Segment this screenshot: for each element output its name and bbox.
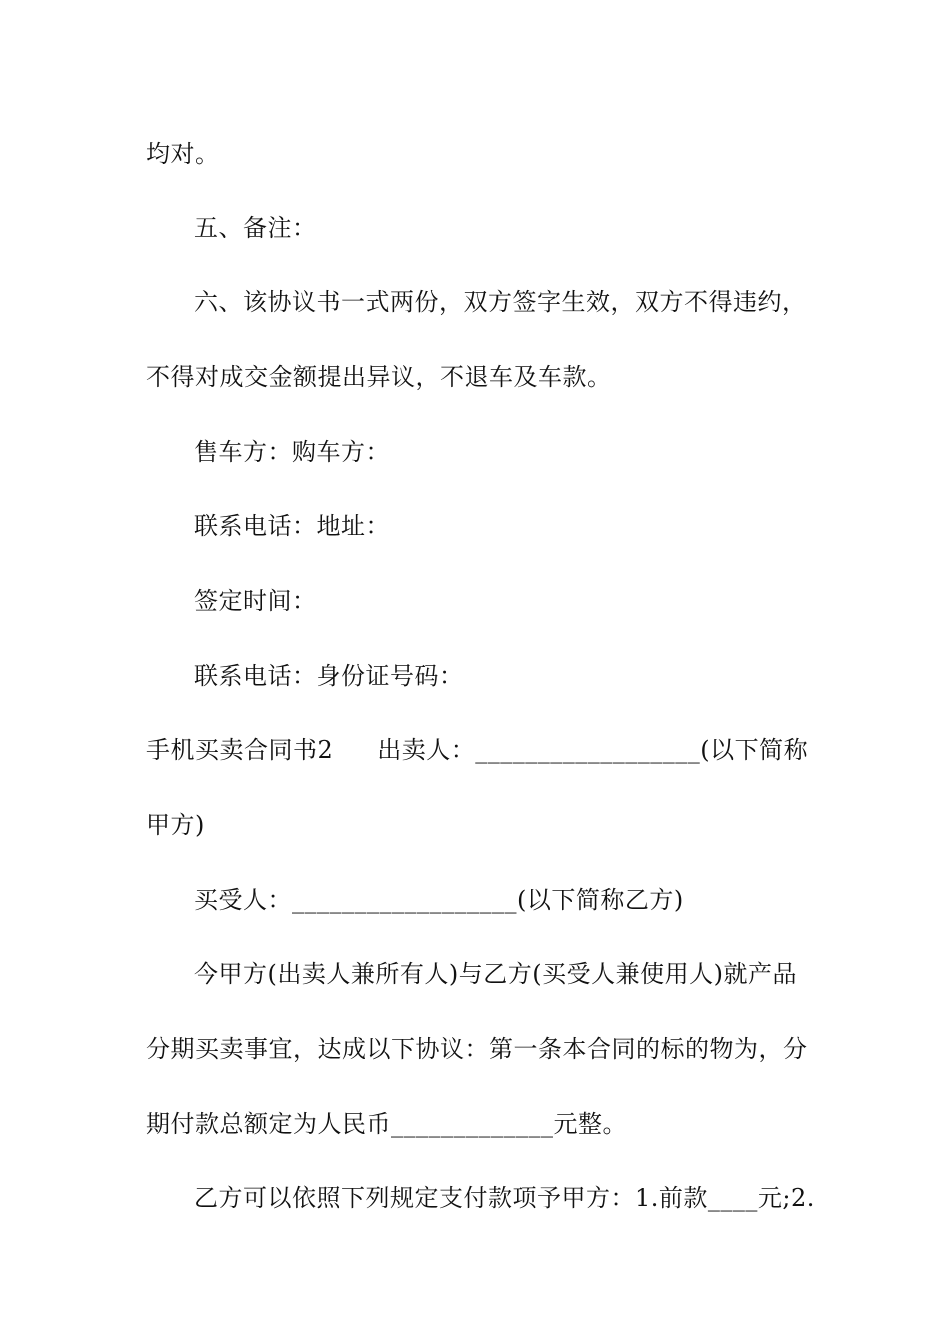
contract-title: 手机买卖合同书2 — [146, 736, 334, 764]
seller-line: 出卖人：__________________(以下简称 — [377, 736, 809, 764]
paragraph-line: 不得对成交金额提出异议，不退车及车款。 — [146, 363, 612, 391]
buyer-line: 买受人：__________________(以下简称乙方) — [194, 886, 684, 914]
section-heading-remarks: 五、备注： — [194, 214, 317, 242]
paragraph-line: 今甲方(出卖人兼所有人)与乙方(买受人兼使用人)就产品 — [194, 960, 797, 988]
contact-id-line: 联系电话：身份证号码： — [194, 662, 464, 690]
contract-title-row — [146, 734, 826, 766]
signing-date-line: 签定时间： — [194, 587, 317, 615]
paragraph-line: 甲方) — [146, 811, 205, 839]
paragraph-line: 六、该协议书一式两份，双方签字生效，双方不得违约， — [194, 288, 807, 316]
paragraph-line: 均对。 — [146, 140, 220, 168]
paragraph-line: 分期买卖事宜，达成以下协议：第一条本合同的标的物为，分 — [146, 1035, 808, 1063]
paragraph-line: 期付款总额定为人民币_____________元整。 — [146, 1110, 627, 1138]
signature-parties-line: 售车方：购车方： — [194, 438, 390, 466]
contact-address-line: 联系电话：地址： — [194, 512, 390, 540]
paragraph-line: 乙方可以依照下列规定支付款项予甲方：1.前款____元;2. — [194, 1184, 815, 1212]
